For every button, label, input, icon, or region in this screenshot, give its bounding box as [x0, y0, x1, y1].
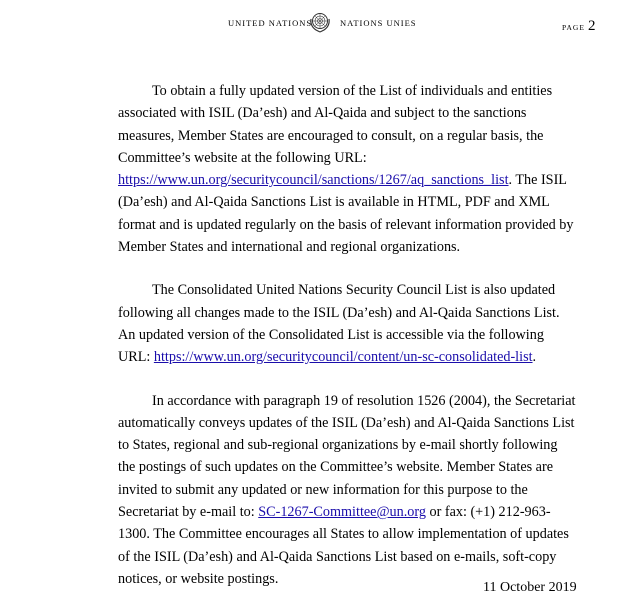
page-number: 2 [588, 18, 596, 34]
paragraph-email-updates: In accordance with paragraph 19 of resolution 1526 (2004), the Secretariat automatically conveys updates of the ISIL (Da’esh) and Al-Qaida Sanctions List to States, regional and sub-regional organizations by e-mail shortly following the postings of such updates on the Committee’s website. Member States are invited to submit any updated or new information for this purpose to the Secretariat by e-mail to: SC-1267-Committee@un.org or fax: (+1) 212-963-1300. The Committee encourages all States to allow implementation of updates of the ISIL (Da’esh) and Al-Qaida Sanctions List based on e-mails, soft-copy notices, or website postings. [118, 392, 576, 587]
paragraph-list-updates: To obtain a fully updated version of the List of individuals and entities associated with ISIL (Da’esh) and Al-Qaida and subject to the sanctions measures, Member States are encouraged to consult, on a regular basis, the Committee’s website at the following URL: https://www.un.org/securitycouncil/sanctions/1267/aq_sanctions_list. The ISIL (Da’esh) and Al-Qaida Sanctions List is available in HTML, PDF and XML format and is updated regularly on the basis of relevant information provided by Member States and international and regional organizations. [118, 83, 574, 256]
header-nations-unies: NATIONS UNIES [340, 18, 417, 28]
document-date: 11 October 2019 [483, 580, 577, 595]
aq-sanctions-list-link[interactable]: https://www.un.org/securitycouncil/sanctions/1267/aq_sanctions_list [118, 172, 509, 189]
consolidated-list-link[interactable]: https://www.un.org/securitycouncil/content/un-sc-consolidated-list [153, 349, 533, 366]
page-label: PAGE [562, 23, 585, 32]
header-united-nations: UNITED NATIONS [228, 18, 313, 28]
committee-email-link[interactable]: SC-1267-Committee@un.org [258, 504, 426, 521]
document-body [118, 80, 578, 590]
paragraph-consolidated-list: The Consolidated United Nations Security Council List is also updated following all changes made to the ISIL (Da’esh) and Al-Qaida Sanctions List. An updated version of the Consolidated List is accessible via the following URL: https://www.un.org/securitycouncil/content/un-sc-consolidated-list. [118, 282, 560, 366]
page-header [0, 10, 639, 38]
un-emblem-icon [308, 10, 332, 34]
